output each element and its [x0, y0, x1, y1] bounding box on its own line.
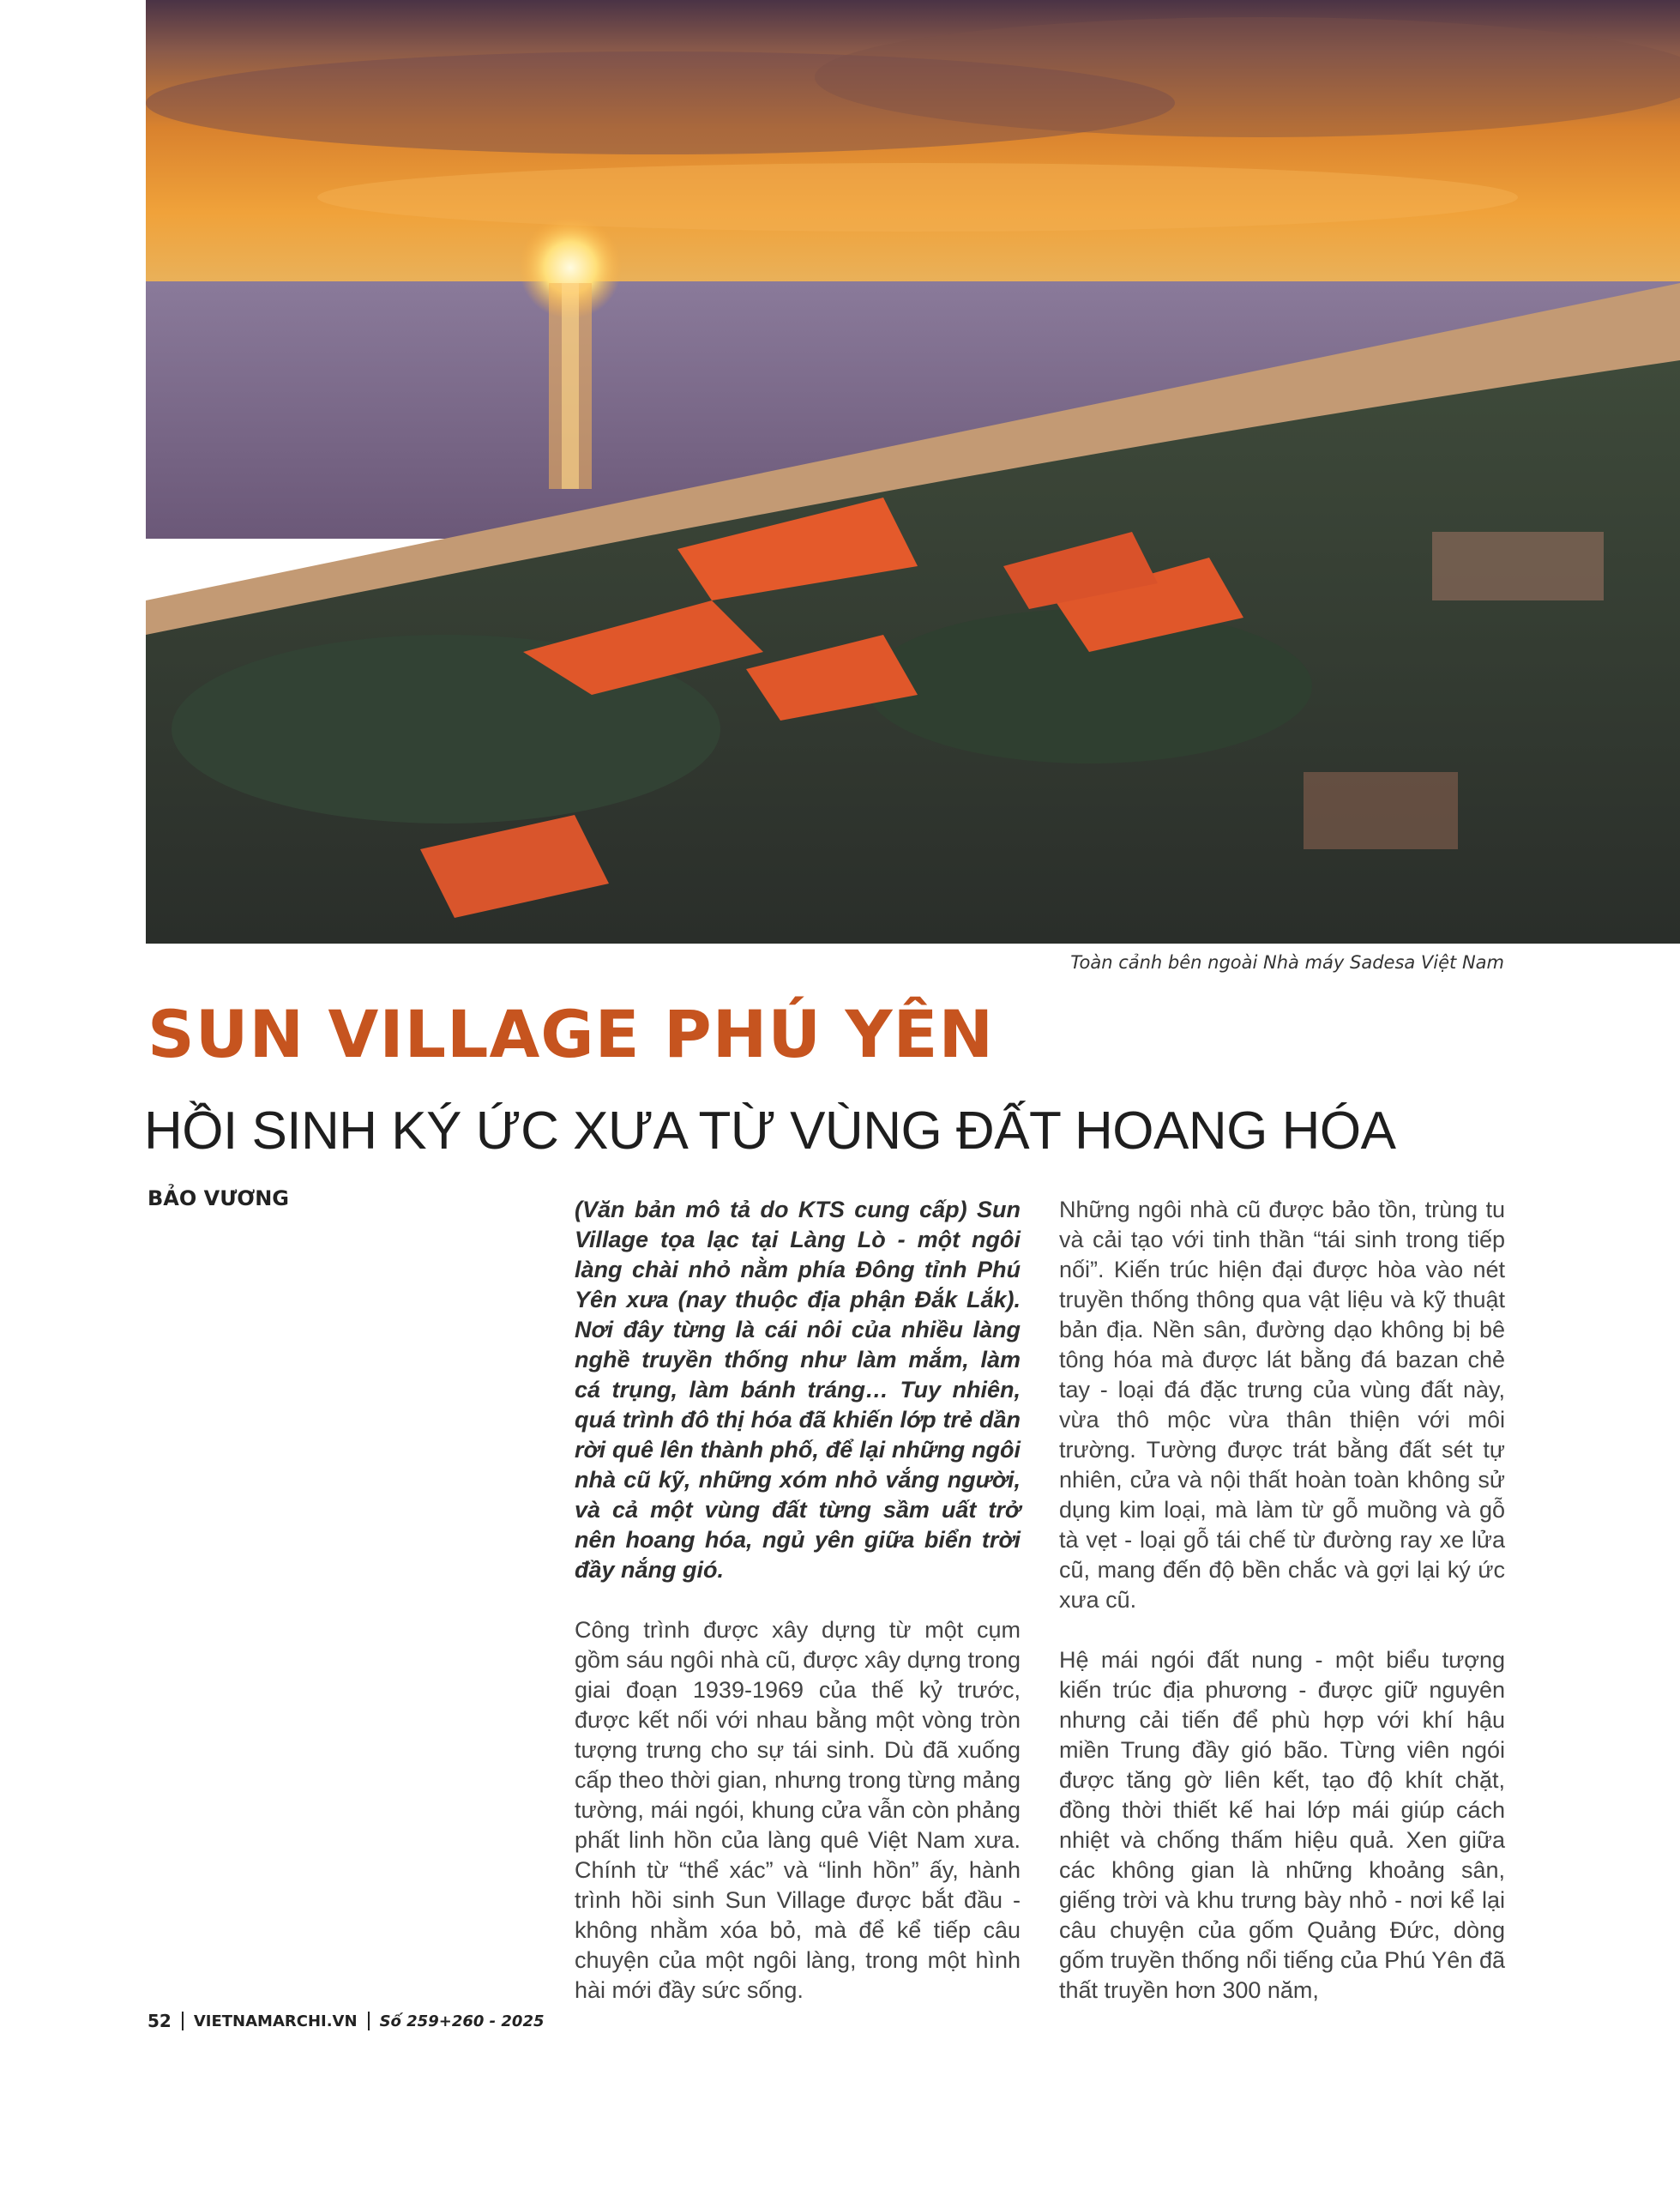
author-name: BẢO VƯƠNG — [148, 1186, 289, 1210]
lead-paragraph: (Văn bản mô tả do KTS cung cấp) Sun Village tọa lạc tại Làng Lò - một ngôi làng chài nhỏ nằm phía Đông tỉnh Phú Yên xưa (nay thuộc địa phận Đắk Lắk). Nơi đây từng là cái nôi của nhiều làng nghề truyền thống như làm mắm, làm cá trụng, làm bánh tráng… Tuy nhiên, quá trình đô thị hóa đã khiến lớp trẻ dần rời quê lên thành phố, để lại những ngôi nhà cũ kỹ, những xóm nhỏ vắng người, và cả một vùng đất từng sầm uất trở nên hoang hóa, ngủ yên giữa biển trời đầy nắng gió. — [575, 1197, 1021, 1583]
body-paragraph: Những ngôi nhà cũ được bảo tồn, trùng tu và cải tạo với tinh thần “tái sinh trong tiếp nối”. Kiến trúc hiện đại được hòa vào nét truyền thống thông qua vật liệu và kỹ thuật bản địa. Nền sân, đường dạo không bị bê tông hóa mà được lát bằng đá bazan chẻ tay - loại đá đặc trưng của vùng đất này, vừa thô mộc vừa thân thiện với môi trường. Tường được trát bằng đất sét tự nhiên, cửa và nội thất hoàn toàn không sử dụng kim loại, mà làm từ gỗ muồng và gỗ tà vẹt - loại gỗ tái chế từ đường ray xe lửa cũ, mang đến độ bền chắc và gợi lại ký ức xưa cũ. — [1059, 1197, 1505, 1613]
footer-divider — [368, 2012, 370, 2030]
body-paragraph: Công trình được xây dựng từ một cụm gồm sáu ngôi nhà cũ, được xây dựng trong giai đoạn 1939-1969 của thế kỷ trước, được kết nối với nhau bằng một vòng tròn tượng trưng cho sự tái sinh. Dù đã xuống cấp theo thời gian, nhưng trong từng mảng tường, mái ngói, khung cửa vẫn còn phảng phất linh hồn của làng quê Việt Nam xưa. Chính từ “thể xác” và “linh hồn” ấy, hành trình hồi sinh Sun Village được bắt đầu - không nhằm xóa bỏ, mà để kể tiếp câu chuyện của một ngôi làng, trong một hình hài mới đầy sức sống. — [575, 1617, 1021, 2003]
article-title: SUN VILLAGE PHÚ YÊN — [148, 996, 995, 1072]
footer-divider — [182, 2012, 184, 2030]
body-paragraph: Hệ mái ngói đất nung - một biểu tượng kiến trúc địa phương - được giữ nguyên nhưng cải tiến để phù hợp với khí hậu miền Trung đầy gió bão. Từng viên ngói được tăng gờ liên kết, tạo độ khít chặt, đồng thời thiết kế hai lớp mái giúp cách nhiệt và chống thấm hiệu quả. Xen giữa các không gian là những khoảng sân, giếng trời và khu trưng bày nhỏ - nơi kể lại câu chuyện của gốm Quảng Đức, dòng gốm truyền thống nổi tiếng của Phú Yên đã thất truyền hơn 300 năm, — [1059, 1647, 1505, 2003]
magazine-name: VIETNAMARCHI.VN — [193, 2012, 358, 2030]
text-column-1 — [575, 1195, 1021, 2036]
article-subtitle: HỒI SINH KÝ ỨC XƯA TỪ VÙNG ĐẤT HOANG HÓA — [144, 1101, 1396, 1161]
aerial-sunset-village-photo — [146, 0, 1680, 944]
issue-number: Số 259+260 - 2025 — [379, 2012, 545, 2030]
photo-caption: Toàn cảnh bên ngoài Nhà máy Sadesa Việt Nam — [1070, 952, 1504, 973]
hero-photo — [146, 0, 1680, 944]
page-footer — [148, 2011, 545, 2031]
page-number: 52 — [148, 2011, 172, 2031]
text-column-2 — [1059, 1195, 1505, 2036]
